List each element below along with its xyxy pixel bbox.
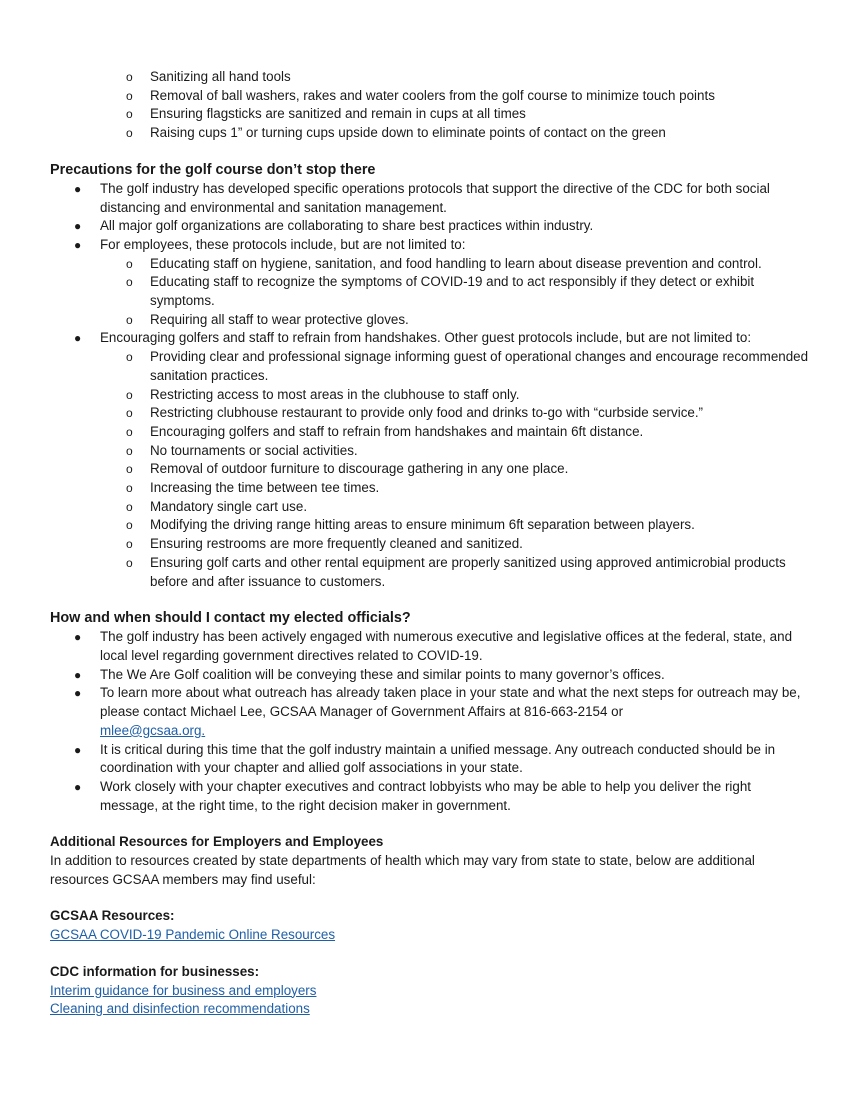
email-link[interactable]: mlee@gcsaa.org. [100,722,206,738]
bullet-marker: ● [74,237,82,252]
sub-marker: o [126,312,133,327]
sub-marker: o [126,387,133,402]
sub-marker: o [126,443,133,458]
list-item: ● To learn more about what outreach has already taken place in your state and what the next steps for outreach may be, please contact Michael Lee, GCSAA Manager of Government Affairs at 816-663-2154 or mlee@gcsaa.org. [74,685,801,738]
sub-marker: o [126,107,133,122]
list-item: o Modifying the driving range hitting areas to ensure minimum 6ft separation between players. [50,516,810,535]
list-item: o Raising cups 1” or turning cups upside down to eliminate points of contact on the green [50,124,810,143]
resources-intro: In addition to resources created by state departments of health which may vary from state to state, below are additional resources GCSAA members may find useful: [50,853,755,887]
sub-marker: o [126,424,133,439]
sub-marker: o [126,256,133,271]
list-item: ● For employees, these protocols include, but are not limited to: [50,236,810,255]
list-item: o Ensuring flagsticks are sanitized and remain in cups at all times [50,105,810,124]
list-item: o Restricting clubhouse restaurant to provide only food and drinks to-go with “curbside service.” [50,404,810,423]
list-item: o Restricting access to most areas in the clubhouse to staff only. [50,386,810,405]
sub-marker: o [126,481,133,496]
list-item: ● It is critical during this time that the golf industry maintain a unified message. Any outreach conducted should be in coordination with your chapter and allied golf associations in your state. [74,741,776,776]
list-item: ● The golf industry has been actively engaged with numerous executive and legislative offices at the federal, state, and local level regarding government directives related to COVID-19. [74,629,793,663]
gcsaa-resources-link[interactable]: GCSAA COVID-19 Pandemic Online Resources [50,927,336,943]
list-item: o Mandatory single cart use. [50,498,810,517]
bullet-marker: ● [74,219,82,234]
list-item: ● Encouraging golfers and staff to refrain from handshakes. Other guest protocols include, but are not limited to: [50,329,810,348]
list-item: o Removal of ball washers, rakes and water coolers from the golf course to minimize touch points [50,87,810,106]
list-item: o Encouraging golfers and staff to refrain from handshakes and maintain 6ft distance. [50,423,810,442]
sub-marker: o [126,499,133,514]
list-item: o Sanitizing all hand tools [50,68,810,87]
sub-marker: o [126,462,133,477]
list-item: ● Work closely with your chapter executives and contract lobbyists who may be able to help you deliver the right message, at the right time, to the right decision maker in government. [74,778,752,813]
list-item: o Educating staff to recognize the symptoms of COVID-19 and to act responsibly if they detect or exhibit symptoms. [126,274,755,309]
sub-marker: o [126,275,133,290]
bullet-marker: ● [74,686,82,701]
sub-marker: o [126,126,133,141]
bullet-marker: ● [74,667,82,682]
list-item: o Providing clear and professional signage informing guest of operational changes and encourage recommended sanitation practices. [126,349,809,383]
bullet-marker: ● [74,779,82,794]
sub-marker: o [126,555,133,570]
sub-marker: o [126,350,133,365]
list-item: o Educating staff on hygiene, sanitation, and food handling to learn about disease prevention and control. [50,255,810,274]
document-page [50,68,810,1019]
section-heading-resources: Additional Resources for Employers and Employees [50,834,384,850]
top-sublist [50,68,810,143]
sub-marker: o [126,518,133,533]
bullet-marker: ● [74,181,82,196]
list-item: o Removal of outdoor furniture to discourage gathering in any one place. [50,460,810,479]
gcsaa-resources-label: GCSAA Resources: [50,908,175,924]
cdc-guidance-link[interactable]: Interim guidance for business and employers [50,982,317,998]
bullet-marker: ● [74,742,82,757]
list-item: o Increasing the time between tee times. [50,479,810,498]
list-item: o No tournaments or social activities. [50,442,810,461]
list-item: ● The golf industry has developed specific operations protocols that support the directive of the CDC for both social distancing and environmental and sanitation management. [74,180,770,215]
list-item: ● The We Are Golf coalition will be conveying these and similar points to many governor’s offices. [50,666,810,685]
sub-marker: o [126,88,133,103]
section-heading-precautions: Precautions for the golf course don’t stop there [50,161,376,178]
sub-marker: o [126,537,133,552]
list-item: ● All major golf organizations are collaborating to share best practices within industry. [50,217,810,236]
list-item: o Requiring all staff to wear protective gloves. [50,311,810,330]
section-heading-officials: How and when should I contact my elected officials? [50,610,411,627]
list-item: o Ensuring golf carts and other rental equipment are properly sanitized using approved antimicrobial products before and after issuance to customers. [126,554,786,589]
sub-marker: o [126,406,133,421]
cdc-info-label: CDC information for businesses: [50,963,260,979]
bullet-marker: ● [74,630,82,645]
bullet-marker: ● [74,331,82,346]
cdc-cleaning-link[interactable]: Cleaning and disinfection recommendations [50,1001,310,1017]
list-item: o Ensuring restrooms are more frequently cleaned and sanitized. [50,535,810,554]
sub-marker: o [126,70,133,84]
